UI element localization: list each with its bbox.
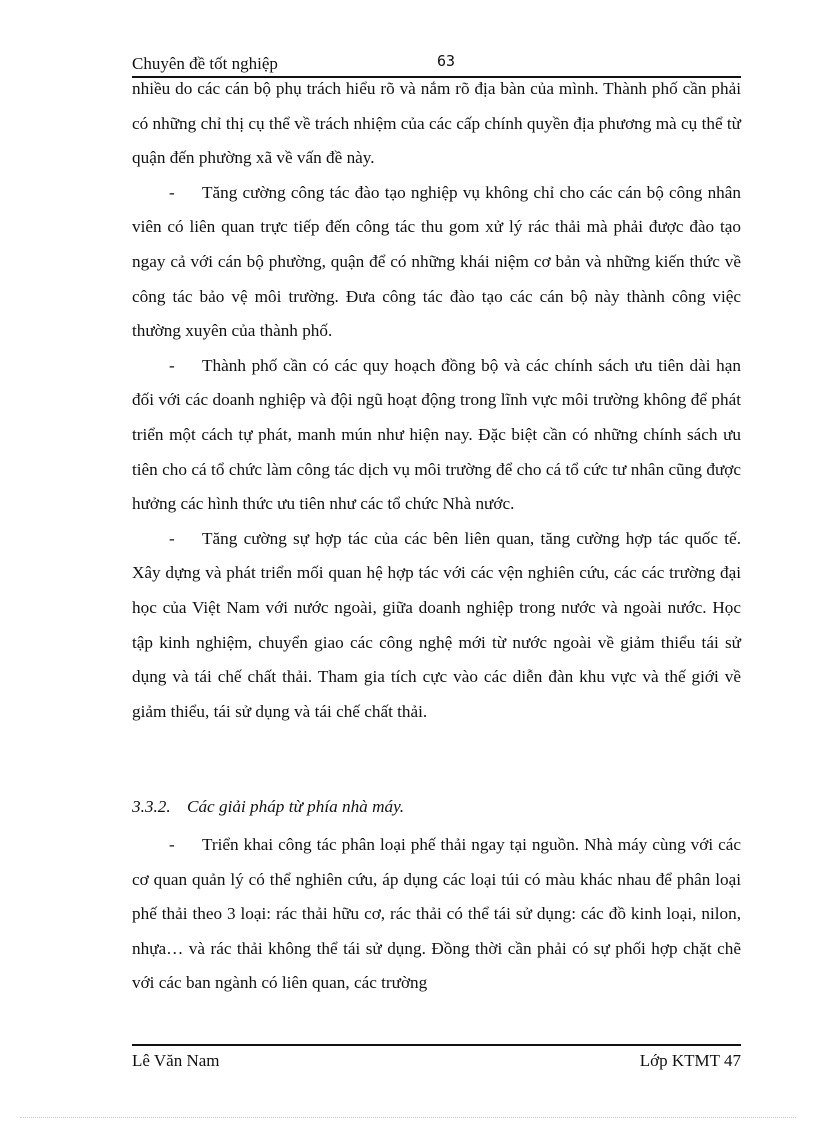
bullet-dash: - [169, 182, 175, 202]
paragraph-continuation: nhiều do các cán bộ phụ trách hiểu rõ và nắm rõ địa bàn của mình. Thành phố cần phải có những chỉ thị cụ thể về trách nhiệm của các cấp chính quyền địa phương mà cụ thể từ quận đến phường xã về vấn đề này. [132, 79, 741, 168]
bullet-paragraph [132, 349, 741, 522]
bullet-paragraph [132, 828, 741, 1001]
body-text-block-2 [132, 828, 741, 1001]
footer-class: Lớp KTMT 47 [639, 1051, 741, 1070]
footer-author: Lê Văn Nam [132, 1051, 220, 1070]
body-text-block-1 [132, 72, 741, 729]
paragraph-text: Tăng cường sự hợp tác của các bên liên quan, tăng cường hợp tác quốc tế. Xây dựng và phát triển mối quan hệ hợp tác với các vện nghiên cứu, các các trường đại học của Việt Nam với nước ngoài, giữa doanh nghiệp trong nước và ngoài nước. Học tập kinh nghiệm, chuyển giao các công nghệ mới từ nước ngoài về giảm thiểu tái sử dụng và tái chế chất thải. Tham gia tích cực vào các diễn đàn khu vực và thế giới về giảm thiểu, tái sử dụng và tái chế chất thải. [132, 528, 741, 721]
paragraph-text: Thành phố cần có các quy hoạch đồng bộ và các chính sách ưu tiên dài hạn đối với các doanh nghiệp và đội ngũ hoạt động trong lĩnh vực môi trường không để phát triển một cách tự phát, manh mún như hiện nay. Đặc biệt cần có những chính sách ưu tiên cho cá tổ chức làm công tác dịch vụ môi trường để cho cá tổ cức tư nhân cũng được hưởng các hình thức ưu tiên như các tổ chức Nhà nước. [132, 355, 741, 514]
bullet-dash: - [169, 835, 175, 854]
page-edge-divider [20, 1117, 796, 1118]
page-number: 63 [437, 52, 456, 70]
bullet-paragraph [132, 176, 741, 349]
paragraph-text: Triển khai công tác phân loại phế thải ngay tại nguồn. Nhà máy cùng với các cơ quan quản lý có thể nghiên cứu, áp dụng các loại túi có màu khác nhau để phân loại phế thải theo 3 loại: rác thải hữu cơ, rác thải có thể tái sử dụng: các đồ kinh loại, nilon, nhựa… và rác thải không thể tái sử dụng. Đồng thời cần phải có sự phối hợp chặt chẽ với các ban ngành có liên quan, các trường [132, 835, 741, 993]
section-heading [132, 797, 404, 817]
bullet-paragraph [132, 522, 741, 730]
page-footer [132, 1044, 741, 1076]
bullet-dash: - [169, 355, 175, 375]
paragraph-text: Tăng cường công tác đào tạo nghiệp vụ không chỉ cho các cán bộ công nhân viên có liên quan trực tiếp đến công tác thu gom xử lý rác thải mà phải được đào tạo ngay cả với cán bộ phường, quận để có những khái niệm cơ bản và những kiến thức về công tác bảo vệ môi trường. Đưa công tác đào tạo các cán bộ này thành công việc thường xuyên của thành phố. [132, 182, 741, 341]
section-number: 3.3.2. [132, 797, 171, 816]
bullet-dash: - [169, 528, 175, 548]
document-title: Chuyên đề tốt nghiệp [132, 54, 278, 73]
section-title: Các giải pháp từ phía nhà máy. [187, 797, 405, 816]
